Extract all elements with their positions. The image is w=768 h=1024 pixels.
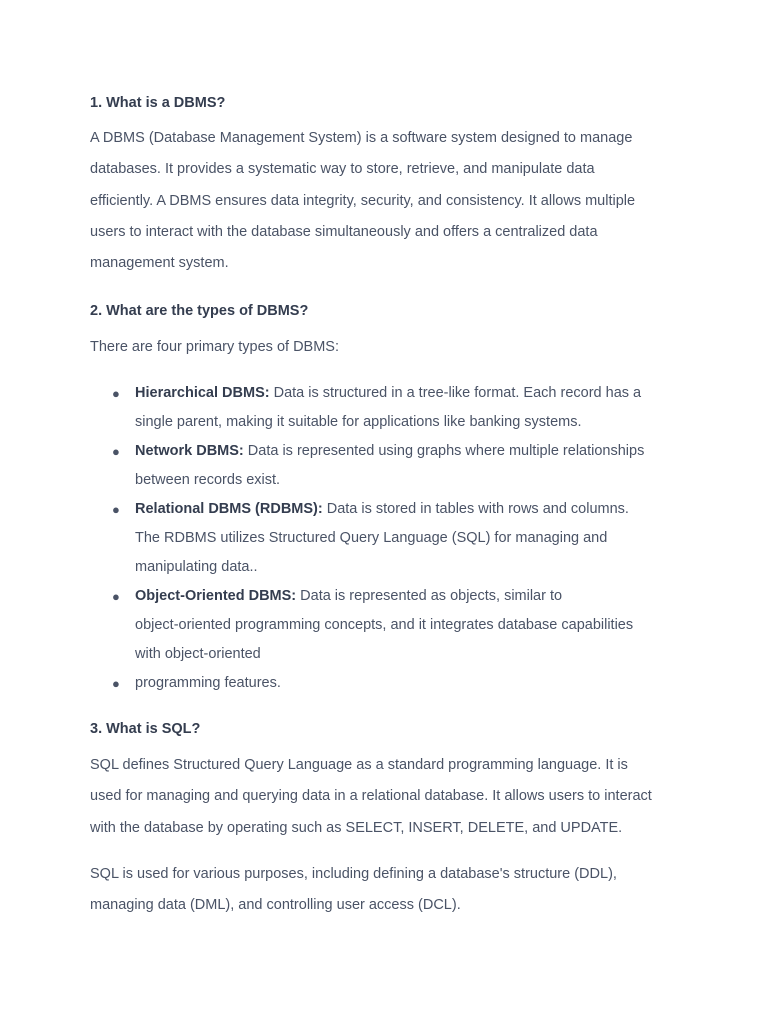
text-line: manipulating data.. [135, 559, 258, 575]
term-label: Relational DBMS (RDBMS): [135, 501, 323, 517]
section-heading-dbms-types: 2. What are the types of DBMS? [90, 303, 309, 319]
text-line: between records exist. [135, 472, 281, 488]
bullet-icon: ● [112, 589, 120, 604]
term-description: Data is structured in a tree-like format. Each record has a [269, 385, 642, 401]
text-line: object-oriented programming concepts, and it integrates database capabilities [135, 617, 634, 633]
text-line: databases. It provides a systematic way to store, retrieve, and manipulate data [90, 161, 595, 178]
text-line: users to interact with the database simultaneously and offers a centralized data [90, 223, 598, 240]
paragraph-sql-definition [90, 750, 690, 844]
section-heading-sql: 3. What is SQL? [90, 721, 201, 737]
term-label: Hierarchical DBMS: [135, 385, 270, 401]
text-line: with the database by operating such as SELECT, INSERT, DELETE, and UPDATE. [90, 819, 623, 836]
text-line [135, 495, 690, 524]
bullet-icon: ● [112, 676, 120, 691]
text-line [135, 379, 690, 408]
paragraph-sql-purposes [90, 859, 690, 922]
dbms-types-list [90, 379, 690, 698]
list-item-hierarchical [90, 379, 690, 437]
term-description: programming features. [135, 675, 281, 691]
term-description: Data is stored in tables with rows and columns. [322, 501, 629, 517]
bullet-icon: ● [112, 502, 120, 517]
text-line: SQL is used for various purposes, including defining a database's structure (DDL), [90, 866, 617, 882]
list-item-programming-features [90, 669, 690, 698]
text-line: managing data (DML), and controlling user access (DCL). [90, 897, 461, 914]
term-label: Network DBMS: [135, 443, 244, 459]
text-line: SQL defines Structured Query Language as a standard programming language. It is [90, 757, 628, 773]
text-line [135, 437, 690, 466]
paragraph-dbms-definition [90, 123, 690, 279]
text-line: There are four primary types of DBMS: [90, 339, 339, 355]
bullet-icon: ● [112, 386, 120, 401]
text-line: with object-oriented [135, 646, 261, 662]
paragraph-types-intro [90, 332, 690, 363]
bullet-icon: ● [112, 444, 120, 459]
section-heading-dbms: 1. What is a DBMS? [90, 95, 226, 111]
text-line: The RDBMS utilizes Structured Query Language (SQL) for managing and [135, 530, 608, 546]
text-line: used for managing and querying data in a relational database. It allows users to interact [90, 788, 652, 805]
list-item-object-oriented [90, 582, 690, 669]
term-description: Data is represented as objects, similar to [296, 588, 563, 604]
text-line [135, 582, 690, 611]
text-line: single parent, making it suitable for applications like banking systems. [135, 414, 582, 430]
text-line: A DBMS (Database Management System) is a software system designed to manage [90, 130, 633, 146]
term-label: Object-Oriented DBMS: [135, 588, 297, 604]
list-item-relational [90, 495, 690, 582]
text-line [135, 669, 690, 698]
list-item-network [90, 437, 690, 495]
term-description: Data is represented using graphs where multiple relationships [243, 443, 645, 459]
text-line: efficiently. A DBMS ensures data integrity, security, and consistency. It allows multiple [90, 192, 636, 209]
text-line: management system. [90, 255, 229, 272]
